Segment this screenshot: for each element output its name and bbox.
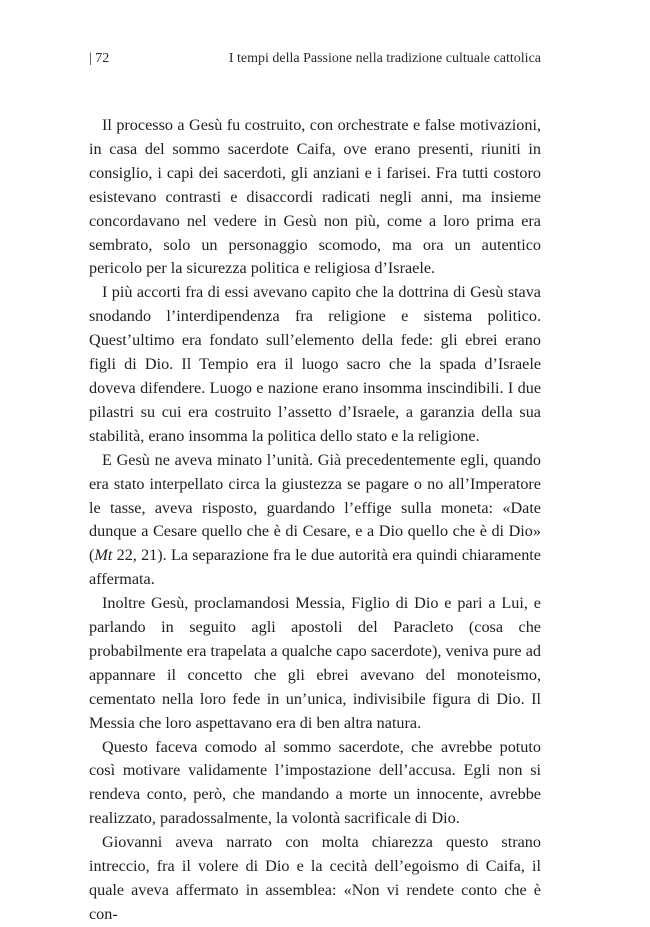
paragraph-3	[89, 449, 541, 592]
paragraph-5: Questo faceva comodo al sommo sacerdote, che avrebbe potuto così motivare validamente l’impostazione dell’accusa. Egli non si rendeva conto, però, che mandando a morte un innocente, avrebbe realizzato, paradossalmente, la volontà sacrificale di Dio.	[89, 737, 541, 828]
citation-book: Mt	[94, 546, 113, 565]
page-number: | 72	[89, 51, 110, 66]
paragraph-3-text-after: 22, 21). La separazione fra le due autorità era quindi chiaramente affermata.	[89, 546, 541, 589]
paragraph-2: I più accorti fra di essi avevano capito che la dottrina di Gesù stava snodando l’interdipendenza fra religione e sistema politico. Quest’ultimo era fondato sull’elemento della fede: gli ebrei erano figli di Dio. Il Tempio era il luogo sacro che la spada d’Israele doveva difendere. Luogo e nazione erano insomma inscindibili. I due pilastri su cui era costruito l’assetto d’Israele, a garanzia della sua stabilità, erano insomma la politica dello stato e la religione.	[89, 283, 541, 445]
paragraph-1: Il processo a Gesù fu costruito, con orchestrate e false motivazioni, in casa del sommo sacerdote Caifa, ove erano presenti, riuniti in consiglio, i capi dei sacerdoti, gli anziani e i farisei. Fra tutti costoro esistevano contrasti e disaccordi radicati negli anni, ma insieme concordavano nel vedere in Gesù non più, come a loro prima era sembrato, solo un personaggio scomodo, ma ora un autentico pericolo per la sicurezza politica e religiosa d’Israele.	[89, 116, 541, 278]
running-title: I tempi della Passione nella tradizione cultuale cattolica	[228, 51, 541, 66]
running-header	[89, 48, 541, 70]
paragraph-4: Inoltre Gesù, proclamandosi Messia, Figlio di Dio e pari a Lui, e parlando in seguito agli apostoli del Paracleto (cosa che probabilmente era trapelata a qualche capo sacerdote), veniva pure ad appannare il concetto che gli ebrei avevano del monoteismo, cementato nella loro fede in un’unica, indivisibile figura di Dio. Il Messia che loro aspettavano era di ben altra natura.	[89, 594, 541, 732]
paragraph-6: Giovanni aveva narrato con molta chiarezza questo strano intreccio, fra il volere di Dio e la cecità dell’egoismo di Caifa, il quale aveva affermato in assemblea: «Non vi rendete conto che è con-	[89, 833, 541, 923]
paragraph-3-text-before: E Gesù ne aveva minato l’unità. Già precedentemente egli, quando era stato interpellato circa la giustezza se pagare o no all’Imperatore le tasse, aveva risposto, guardando l’effige sulla moneta: «Date dunque a Cesare quello che è di Cesare, e a Dio quello che è di Dio» (	[89, 450, 541, 565]
page-body	[89, 114, 541, 927]
